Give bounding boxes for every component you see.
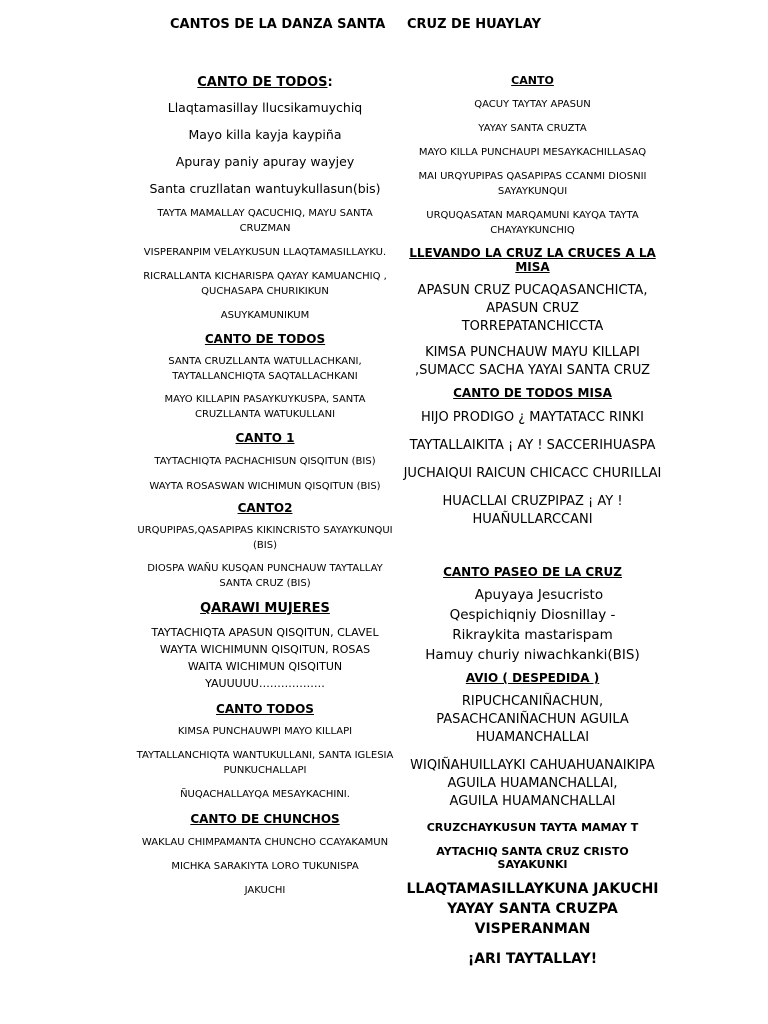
verse-line: Rikraykita mastarispam — [452, 627, 613, 643]
verse-line: ASUYKAMUNIKUM — [220, 310, 310, 321]
section-heading: CANTO — [511, 74, 554, 87]
closing-big-line: YAYAY SANTA CRUZPA VISPERANMAN — [447, 901, 618, 937]
verse-line: TAYTA MAMALLAY QACUCHIQ, MAYU SANTA CRUZMAN — [157, 208, 373, 234]
verse-line: WAYTA ROSASWAN WICHIMUN QISQITUN (BIS) — [149, 481, 381, 492]
section-heading: QARAWI MUJERES — [200, 601, 330, 616]
section-heading: AVIO ( DESPEDIDA ) — [465, 671, 600, 685]
closing-exclamation: ¡ARI TAYTALLAY! — [467, 951, 598, 967]
section-heading: CANTO 1 — [235, 431, 295, 445]
verse-line: WAKLAU CHIMPAMANTA CHUNCHO CCAYAKAMUN — [141, 837, 389, 848]
verse-line: HUACLLAI CRUZPIPAZ ¡ AY ! HUAÑULLARCCANI — [442, 494, 623, 527]
title-right: CRUZ DE HUAYLAY — [407, 17, 542, 32]
verse-line: TAYTALLANCHIQTA WANTUKULLANI, SANTA IGLESIA PUNKUCHALLAPI — [136, 750, 394, 776]
heading-colon: : — [327, 75, 333, 90]
verse-line: WIQIÑAHUILLAYKI CAHUAHUANAIKIPA AGUILA HUAMANCHALLAI, — [410, 758, 655, 791]
verse-line: Hamuy churiy niwachkanki(BIS) — [425, 647, 640, 663]
left-column — [100, 60, 430, 898]
verse-line: YAYAY SANTA CRUZTA — [478, 123, 587, 134]
section-heading: LLEVANDO LA CRUZ LA CRUCES A LA MISA — [409, 246, 656, 274]
verse-line: Santa cruzllatan wantuykullasun(bis) — [149, 181, 381, 196]
verse-line: KIMSA PUNCHAUWPI MAYO KILLAPI — [177, 726, 353, 737]
verse-line: TAYTALLAIKITA ¡ AY ! SACCERIHUASPA — [409, 438, 656, 453]
verse-line: Apuray paniy apuray wayjey — [175, 154, 355, 169]
verse-line: MAYO KILLAPIN PASAYKUYKUSPA, SANTA CRUZLLANTA WATUKULLANI — [164, 394, 366, 420]
verse-line: MAYO KILLA PUNCHAUPI MESAYKACHILLASAQ — [418, 147, 647, 158]
verse-line: VISPERANPIM VELAYKUSUN LLAQTAMASILLAYKU. — [143, 247, 387, 258]
section-heading — [197, 75, 332, 90]
section-heading: CANTO TODOS — [216, 702, 314, 716]
verse-line: JUCHAIQUI RAICUN CHICACC CHURILLAI — [403, 466, 662, 481]
verse-line: QACUY TAYTAY APASUN — [474, 99, 591, 110]
section-heading: CANTO DE CHUNCHOS — [190, 812, 340, 826]
verse-line: KIMSA PUNCHAUW MAYU KILLAPI ,SUMACC SACHA YAYAI SANTA CRUZ — [414, 345, 651, 378]
section-heading: CANTO2 — [237, 501, 293, 515]
right-column — [400, 60, 665, 969]
section-heading: CANTO PASEO DE LA CRUZ — [443, 565, 622, 579]
title-left: CANTOS DE LA DANZA SANTA — [170, 17, 386, 32]
verse-line: DIOSPA WAÑU KUSQAN PUNCHAUW TAYTALLAY SANTA CRUZ (BIS) — [147, 563, 383, 589]
verse-paragraph: TAYTACHIQTA APASUN QISQITUN, CLAVEL WAYTA WICHIMUNN QISQITUN, ROSAS WAITA WICHIMUN QISQITUN YAUUUUU……………… — [151, 626, 379, 690]
verse-line: JAKUCHI — [244, 885, 286, 896]
verse-line: Llaqtamasillay llucsikamuychiq — [167, 100, 363, 115]
verse-line: Apuyaya Jesucristo — [461, 587, 604, 603]
verse-line: HIJO PRODIGO ¿ MAYTATACC RINKI — [421, 410, 644, 425]
verse-line: SANTA CRUZLLANTA WATULLACHKANI, TAYTALLANCHIQTA SAQTALLACHKANI — [168, 356, 362, 382]
verse-line: RICRALLANTA KICHARISPA QAYAY KAMUANCHIQ , QUCHASAPA CHURIKIKUN — [143, 271, 387, 297]
section-heading: CANTO DE TODOS — [204, 332, 326, 346]
heading-text: CANTO DE TODOS — [197, 75, 328, 90]
verse-line: MICHKA SARAKIYTA LORO TUKUNISPA — [171, 861, 359, 872]
verse-line: TAYTACHIQTA PACHACHISUN QISQITUN (BIS) — [154, 456, 376, 467]
verse-line: URQUQASATAN MARQAMUNI KAYQA TAYTA CHAYAYKUNCHIQ — [426, 210, 639, 236]
verse-line: URQUPIPAS,QASAPIPAS KIKINCRISTO SAYAYKUNQUI (BIS) — [137, 525, 393, 551]
verse-line: Mayo killa kayja kaypiña — [188, 127, 342, 142]
verse-line: RIPUCHCANIÑACHUN, PASACHCANIÑACHUN AGUILA HUAMANCHALLAI — [436, 694, 629, 745]
verse-line: Qespichiqniy Diosnillay - — [449, 607, 616, 623]
verse-line: AGUILA HUAMANCHALLAI — [449, 794, 616, 809]
section-heading: CANTO DE TODOS MISA — [453, 386, 612, 400]
closing-big-line: LLAQTAMASILLAYKUNA JAKUCHI — [406, 881, 659, 897]
verse-line: MAI URQYUPIPAS QASAPIPAS CCANMI DIOSNII SAYAYKUNQUI — [418, 171, 647, 197]
closing-line: CRUZCHAYKUSUN TAYTA MAMAY T — [426, 821, 639, 834]
verse-line: ÑUQACHALLAYQA MESAYKACHINI. — [180, 789, 350, 800]
document-title — [0, 17, 768, 37]
closing-line: AYTACHIQ SANTA CRUZ CRISTO SAYAKUNKI — [436, 845, 629, 871]
verse-line: APASUN CRUZ PUCAQASANCHICTA, APASUN CRUZ TORREPATANCHICCTA — [417, 283, 648, 334]
